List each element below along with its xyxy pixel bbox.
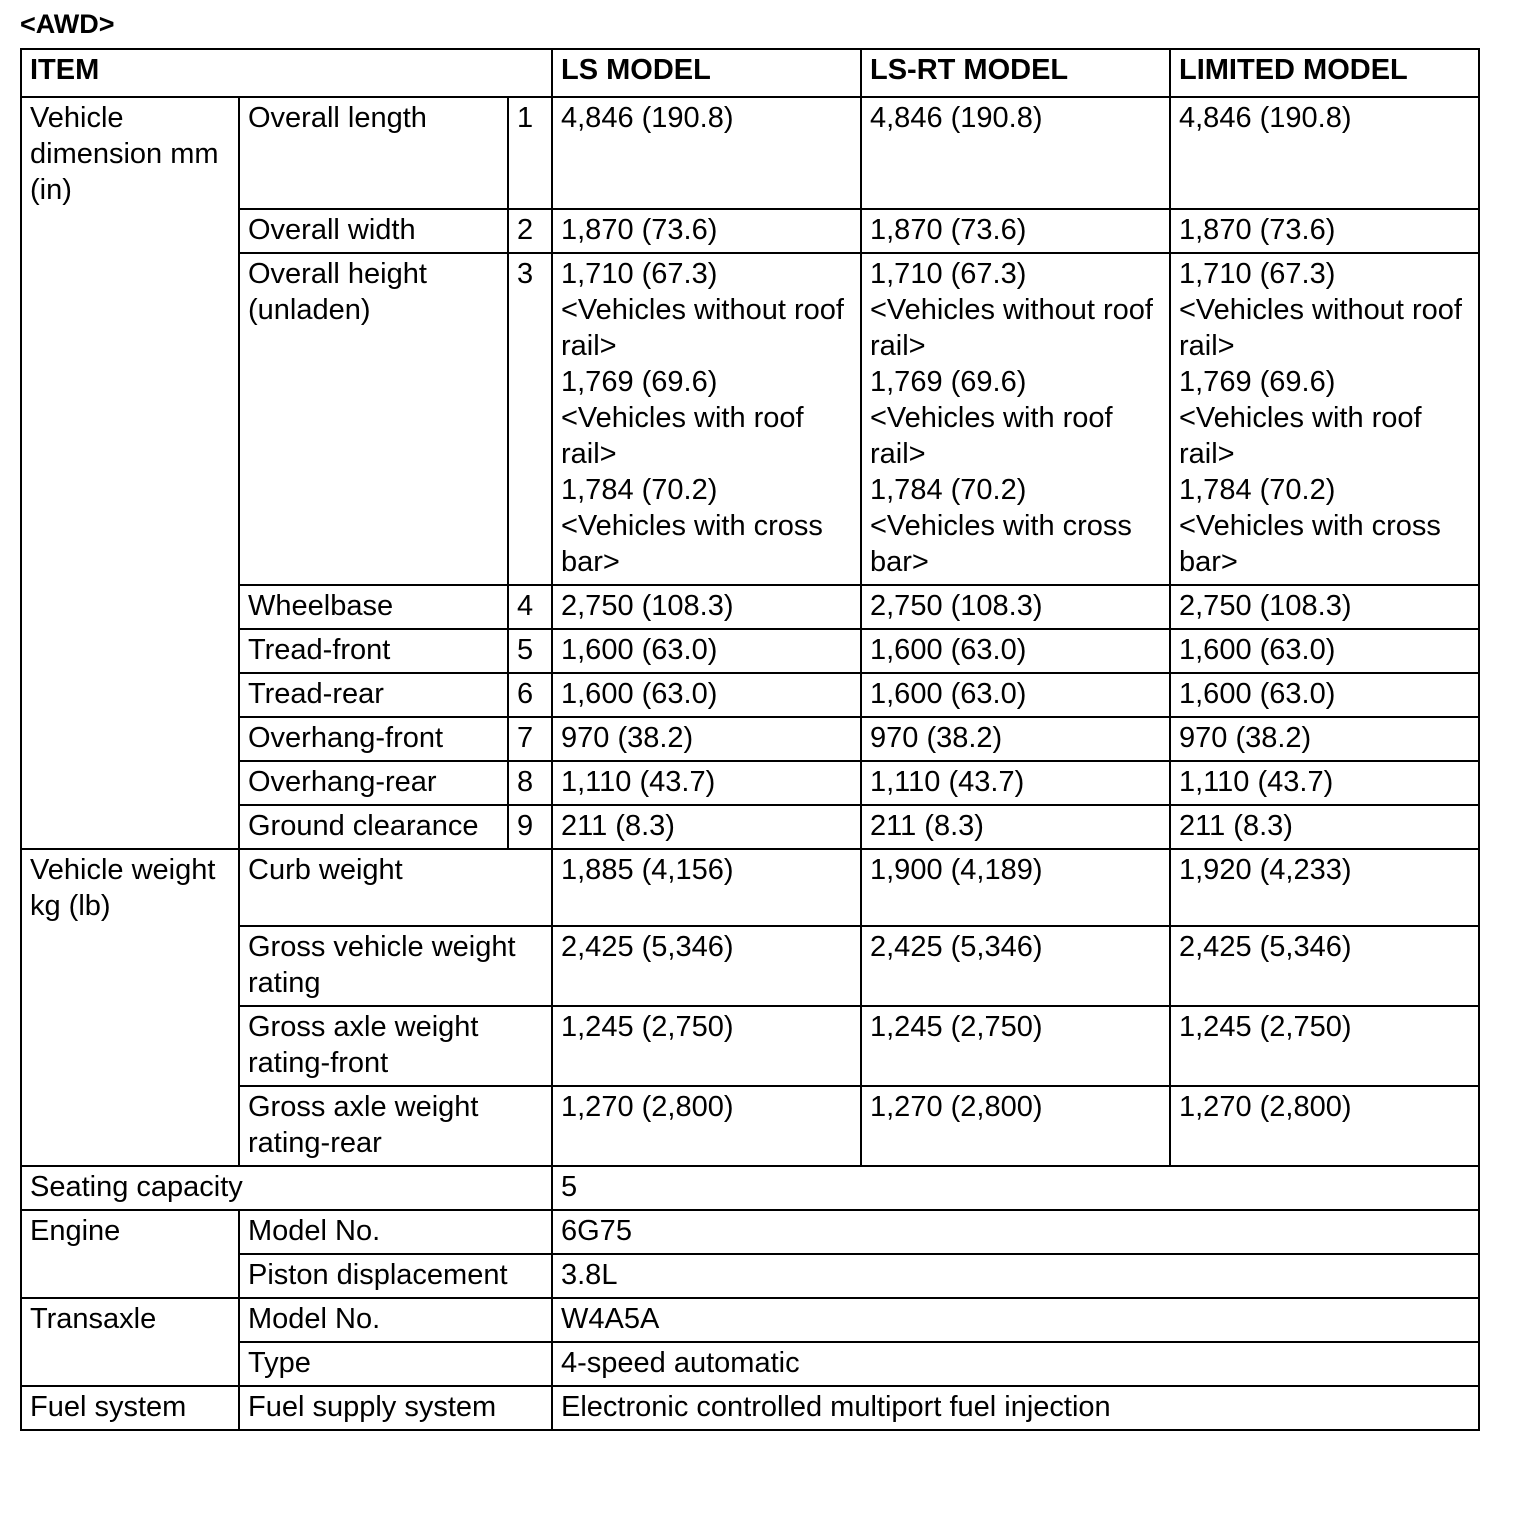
value-cell: 1,600 (63.0)	[1170, 673, 1479, 717]
value-cell: 1,870 (73.6)	[552, 209, 861, 253]
table-row	[21, 1210, 1479, 1254]
table-row	[21, 1166, 1479, 1210]
table-row	[21, 629, 1479, 673]
row-number: 8	[508, 761, 552, 805]
value-cell: 2,425 (5,346)	[1170, 926, 1479, 1006]
table-row	[21, 926, 1479, 1006]
value-line: 1,769 (69.6)	[1179, 366, 1336, 398]
value-line: 1,710 (67.3)	[1179, 258, 1336, 290]
value-line: 1,769 (69.6)	[870, 366, 1027, 398]
row-number: 2	[508, 209, 552, 253]
value-line: <Vehicles without roof rail>	[561, 294, 844, 362]
value-line: 1,784 (70.2)	[561, 474, 718, 506]
value-cell: 1,870 (73.6)	[861, 209, 1170, 253]
row-label: Tread-front	[239, 629, 508, 673]
value-cell: 2,425 (5,346)	[861, 926, 1170, 1006]
value-cell: 1,245 (2,750)	[552, 1006, 861, 1086]
table-row	[21, 585, 1479, 629]
table-row	[21, 849, 1479, 926]
table-row	[21, 1386, 1479, 1430]
table-row	[21, 805, 1479, 849]
value-line: 1,769 (69.6)	[561, 366, 718, 398]
table-row	[21, 673, 1479, 717]
row-label: Overall length	[239, 97, 508, 209]
value-cell: 2,425 (5,346)	[552, 926, 861, 1006]
value-line: <Vehicles without roof rail>	[1179, 294, 1462, 362]
table-row	[21, 1086, 1479, 1166]
value-cell	[552, 253, 861, 585]
row-label: Gross axle weight rating-rear	[239, 1086, 552, 1166]
group-label-fuel: Fuel system	[21, 1386, 239, 1430]
row-label: Wheelbase	[239, 585, 508, 629]
value-line: <Vehicles with roof rail>	[870, 402, 1113, 470]
value-line: 1,784 (70.2)	[1179, 474, 1336, 506]
header-item: ITEM	[21, 49, 552, 97]
value-cell: 1,600 (63.0)	[1170, 629, 1479, 673]
table-row	[21, 1342, 1479, 1386]
value-cell: 4-speed automatic	[552, 1342, 1479, 1386]
value-line: <Vehicles with cross bar>	[870, 510, 1132, 578]
row-label: Seating capacity	[21, 1166, 552, 1210]
value-cell: 3.8L	[552, 1254, 1479, 1298]
value-line: <Vehicles with roof rail>	[561, 402, 804, 470]
value-cell: 1,245 (2,750)	[861, 1006, 1170, 1086]
value-cell: W4A5A	[552, 1298, 1479, 1342]
table-row	[21, 97, 1479, 209]
value-cell: 211 (8.3)	[552, 805, 861, 849]
value-cell: 2,750 (108.3)	[1170, 585, 1479, 629]
row-number: 5	[508, 629, 552, 673]
row-label: Overall width	[239, 209, 508, 253]
value-cell: 4,846 (190.8)	[552, 97, 861, 209]
value-cell: 1,600 (63.0)	[552, 673, 861, 717]
value-line: <Vehicles with cross bar>	[1179, 510, 1441, 578]
value-cell: 4,846 (190.8)	[861, 97, 1170, 209]
group-label-transaxle: Transaxle	[21, 1298, 239, 1386]
table-row	[21, 1298, 1479, 1342]
row-label: Tread-rear	[239, 673, 508, 717]
group-label-engine: Engine	[21, 1210, 239, 1298]
value-cell: 4,846 (190.8)	[1170, 97, 1479, 209]
row-number: 7	[508, 717, 552, 761]
value-cell: 1,600 (63.0)	[552, 629, 861, 673]
row-number: 9	[508, 805, 552, 849]
row-label: Model No.	[239, 1298, 552, 1342]
value-cell: 1,870 (73.6)	[1170, 209, 1479, 253]
value-cell: Electronic controlled multiport fuel injection	[552, 1386, 1479, 1430]
row-label: Gross axle weight rating-front	[239, 1006, 552, 1086]
value-cell: 1,110 (43.7)	[861, 761, 1170, 805]
group-label-weight: Vehicle weight kg (lb)	[21, 849, 239, 1166]
value-cell: 1,270 (2,800)	[861, 1086, 1170, 1166]
specifications-table	[20, 48, 1480, 1431]
value-cell	[861, 253, 1170, 585]
value-line: 1,784 (70.2)	[870, 474, 1027, 506]
row-label: Overhang-front	[239, 717, 508, 761]
value-cell: 1,270 (2,800)	[1170, 1086, 1479, 1166]
table-row	[21, 717, 1479, 761]
value-cell: 1,110 (43.7)	[1170, 761, 1479, 805]
header-model-ls-rt: LS-RT MODEL	[861, 49, 1170, 97]
value-cell: 1,885 (4,156)	[552, 849, 861, 926]
value-cell: 2,750 (108.3)	[861, 585, 1170, 629]
value-cell	[1170, 253, 1479, 585]
value-line: <Vehicles without roof rail>	[870, 294, 1153, 362]
row-label: Model No.	[239, 1210, 552, 1254]
table-row	[21, 761, 1479, 805]
value-cell: 1,600 (63.0)	[861, 673, 1170, 717]
value-cell: 1,600 (63.0)	[861, 629, 1170, 673]
value-cell: 211 (8.3)	[1170, 805, 1479, 849]
row-number: 3	[508, 253, 552, 585]
value-cell: 970 (38.2)	[861, 717, 1170, 761]
row-label: Piston displacement	[239, 1254, 552, 1298]
value-cell: 1,920 (4,233)	[1170, 849, 1479, 926]
value-cell: 970 (38.2)	[552, 717, 861, 761]
group-label-dimension: Vehicle dimension mm (in)	[21, 97, 239, 849]
value-cell: 5	[552, 1166, 1479, 1210]
table-row	[21, 209, 1479, 253]
header-row	[21, 49, 1479, 97]
value-cell: 1,900 (4,189)	[861, 849, 1170, 926]
row-number: 4	[508, 585, 552, 629]
row-label: Overhang-rear	[239, 761, 508, 805]
row-number: 1	[508, 97, 552, 209]
table-row	[21, 1254, 1479, 1298]
value-cell: 970 (38.2)	[1170, 717, 1479, 761]
value-line: 1,710 (67.3)	[870, 258, 1027, 290]
row-label: Type	[239, 1342, 552, 1386]
header-model-ls: LS MODEL	[552, 49, 861, 97]
value-cell: 2,750 (108.3)	[552, 585, 861, 629]
table-row	[21, 1006, 1479, 1086]
value-cell: 1,110 (43.7)	[552, 761, 861, 805]
value-line: 1,710 (67.3)	[561, 258, 718, 290]
row-label: Fuel supply system	[239, 1386, 552, 1430]
header-model-limited: LIMITED MODEL	[1170, 49, 1479, 97]
table-row	[21, 253, 1479, 585]
row-label: Gross vehicle weight rating	[239, 926, 552, 1006]
row-label: Ground clearance	[239, 805, 508, 849]
value-cell: 6G75	[552, 1210, 1479, 1254]
row-number: 6	[508, 673, 552, 717]
value-cell: 1,245 (2,750)	[1170, 1006, 1479, 1086]
value-cell: 1,270 (2,800)	[552, 1086, 861, 1166]
row-label: Overall height (unladen)	[239, 253, 508, 585]
value-line: <Vehicles with roof rail>	[1179, 402, 1422, 470]
section-title: <AWD>	[20, 9, 115, 39]
value-line: <Vehicles with cross bar>	[561, 510, 823, 578]
value-cell: 211 (8.3)	[861, 805, 1170, 849]
row-label: Curb weight	[239, 849, 552, 926]
